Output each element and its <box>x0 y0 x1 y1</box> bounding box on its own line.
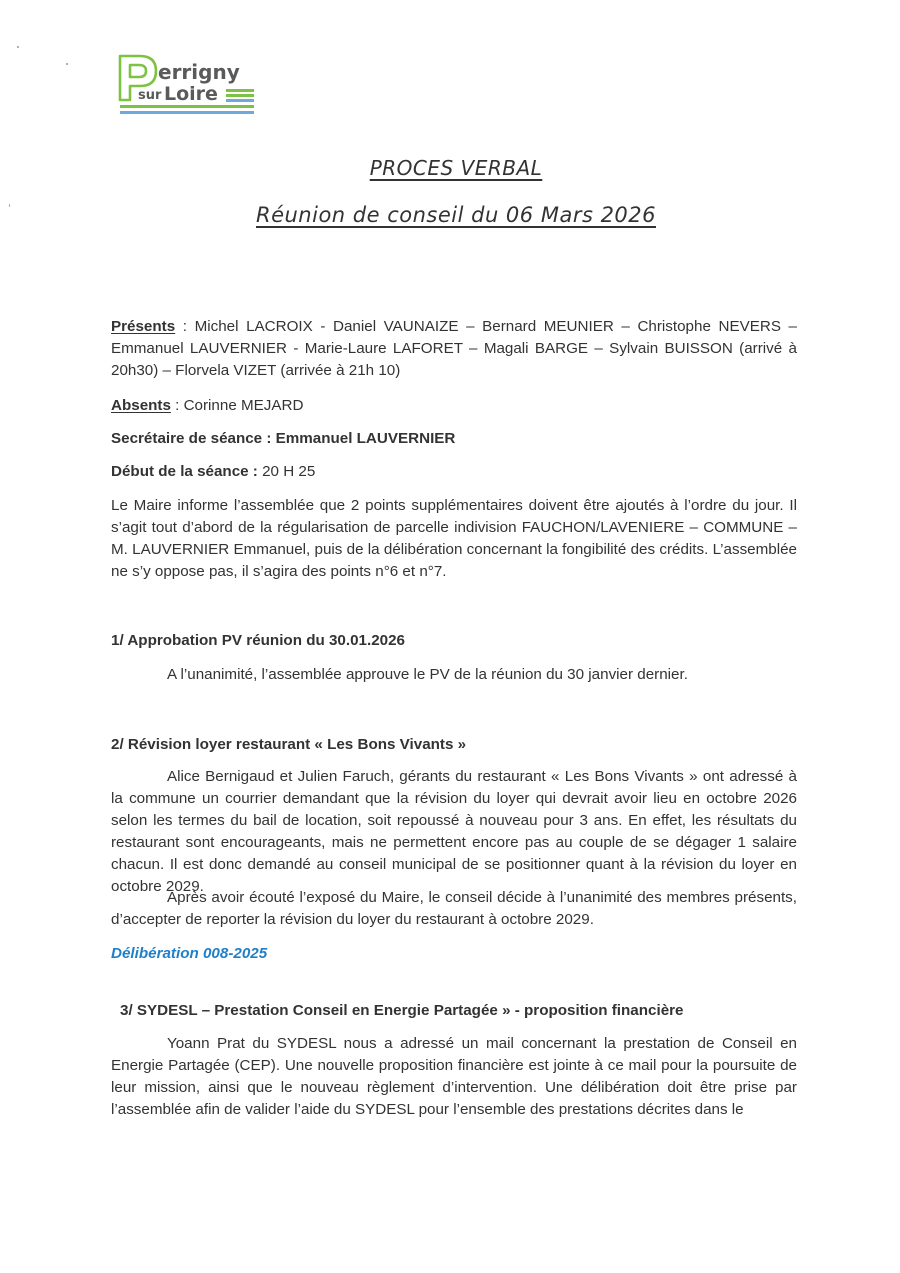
logo-graphic <box>118 54 258 116</box>
presents-paragraph <box>111 316 797 382</box>
section-2-paragraph-1: Alice Bernigaud et Julien Faruch, gérants du restaurant « Les Bons Vivants » ont adressé à la commune un courrier demandant que la révision du loyer qui devrait avoir lieu en octobre 2026 selon les termes du bail de location, soit repoussé à nouveau pour 3 ans. En effet, les résultats du restaurant sont encourageants, mais ne permettent encore pas au couple de se dégager 1 salaire chacun. Il est donc demandé au conseil municipal de se positionner quant à la révision du loyer en octobre 2029. <box>111 768 797 895</box>
start-time-line <box>111 461 797 483</box>
deliberation-reference: Délibération 008-2025 <box>111 945 268 962</box>
svg-text:Loire: Loire <box>164 83 218 105</box>
absents-paragraph <box>111 395 797 417</box>
absents-list: : Corinne MEJARD <box>170 397 304 414</box>
presents-list: : Michel LACROIX - Daniel VAUNAIZE – Bernard MEUNIER – Christophe NEVERS – Emmanuel LAUVERNIER - Marie-Laure LAFORET – Magali BARGE – Sylvain BUISSON (arrivé à 20h30) – Florvela VIZET (arrivée à 21h 10) <box>111 318 797 379</box>
svg-text:sur: sur <box>138 88 162 103</box>
section-3-heading: 3/ SYDESL – Prestation Conseil en Energie Partagée » - proposition financière <box>120 1002 684 1019</box>
document-title: PROCES VERBAL <box>369 156 543 180</box>
section-1-heading: 1/ Approbation PV réunion du 30.01.2026 <box>111 632 405 649</box>
section-1-paragraph: A l’unanimité, l’assemblée approuve le PV de la réunion du 30 janvier dernier. <box>167 666 688 683</box>
secretary-line: Secrétaire de séance : Emmanuel LAUVERNIER <box>111 430 456 447</box>
document-subtitle: Réunion de conseil du 06 Mars 2026 <box>255 203 657 227</box>
absents-label: Absents <box>111 397 171 414</box>
intro-paragraph: Le Maire informe l’assemblée que 2 points supplémentaires doivent être ajoutés à l’ordre du jour. Il s’agit tout d’abord de la régularisation de parcelle indivision FAUCHON/LAVENIERE – COMMUNE – M. LAUVERNIER Emmanuel, puis de la délibération concernant la fongibilité des crédits. L’assemblée ne s’y oppose pas, il s’agira des points n°6 et n°7. <box>111 497 797 580</box>
start-time-label: Début de la séance : <box>111 463 258 480</box>
start-time-value: 20 H 25 <box>257 463 316 480</box>
scan-speck <box>66 63 68 65</box>
section-3-paragraph: Yoann Prat du SYDESL nous a adressé un mail concernant la prestation de Conseil en Energie Partagée (CEP). Une nouvelle proposition financière est jointe à ce mail pour la poursuite de leur mission, ainsi que le nouveau règlement d’intervention. Une délibération doit être prise par l’assemblée afin de valider l’aide du SYDESL pour l’ensemble des prestations décrites dans le <box>111 1035 797 1118</box>
section-2-heading: 2/ Révision loyer restaurant « Les Bons Vivants » <box>111 736 467 753</box>
logo-text-perrigny: errigny <box>158 60 240 84</box>
perrigny-logo <box>118 54 258 116</box>
scan-speck <box>17 46 19 48</box>
section-2-paragraph-2: Après avoir écouté l’exposé du Maire, le conseil décide à l’unanimité des membres présents, d’accepter de reporter la révision du loyer du restaurant à octobre 2029. <box>111 889 797 928</box>
presents-label: Présents <box>111 318 176 335</box>
